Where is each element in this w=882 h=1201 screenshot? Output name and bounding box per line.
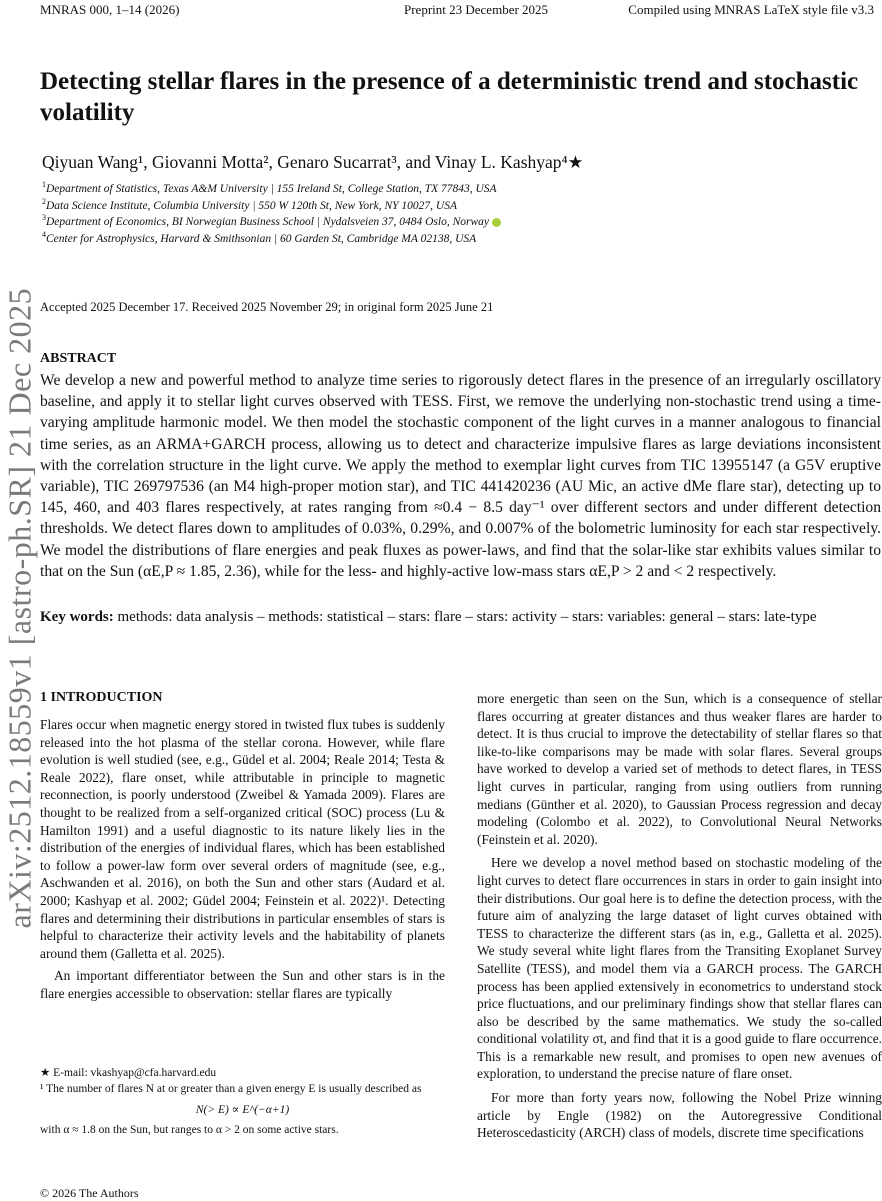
affiliation-text: Department of Statistics, Texas A&M University | 155 Ireland St, College Station, TX 77843, USA — [46, 182, 497, 195]
affiliation-text: Department of Economics, BI Norwegian Business School | Nydalsveien 37, 0484 Oslo, Norway — [46, 215, 489, 228]
author-list: Qiyuan Wang¹, Giovanni Motta², Genaro Sucarrat³, and Vinay L. Kashyap⁴★ — [42, 152, 584, 172]
orcid-icon[interactable] — [492, 218, 501, 227]
paragraph: Here we develop a novel method based on stochastic modeling of the light curves to detect flare occurrences in stars in order to gain insight into their distributions. Our goal here is to define the detection process, with the future aim of analyzing the large dataset of light curves obtained with TESS to characterize the different stars (as in, e.g., Galletta et al. 2025). We study several white light flares from the Transiting Exoplanet Survey Satellite (TESS), and model them via a GARCH process. The GARCH process has been applied extensively in econometrics to understand stock price fluctuations, and our preliminary findings show that stellar flares can also be described by the same mathematics. We study the so-called conditional volatility σt, and find that it is a good guide to flare occurrence. This is a remarkable new result, and promises to open new avenues of exploration, to understand the precise nature of flare onset. — [477, 855, 882, 1082]
arxiv-stamp: arXiv:2512.18559v1 [astro-ph.SR] 21 Dec 2025 — [1, 287, 38, 929]
journal-ref: MNRAS 000, 1–14 (2026) — [40, 2, 180, 17]
paper-title: Detecting stellar flares in the presence of a deterministic trend and stochastic volatility — [40, 68, 859, 126]
affiliation-4 — [42, 230, 476, 245]
copyright: © 2026 The Authors — [40, 1186, 139, 1200]
paragraph: more energetic than seen on the Sun, which is a consequence of stellar flares occurring at greater distances and thus weaker flares are harder to detect. It is thus crucial to improve the detectability of stellar flares so that like-to-like comparisons may be made with solar flares. Several groups have worked to develop a varied set of methods to detect flares, in TESS light curves in particular, ranging from using outliers from running medians (Günther et al. 2020), to Gaussian Process regression and decay modeling (Colombo et al. 2022), to Convolutional Neural Networks (Feinstein et al. 2020). — [477, 691, 882, 847]
paragraph: An important differentiator between the Sun and other stars is in the flare energies accessible to observation: stellar flares are typically — [40, 968, 445, 1001]
style-file-note: Compiled using MNRAS LaTeX style file v3.3 — [628, 2, 874, 17]
footnote-1-tail: with α ≈ 1.8 on the Sun, but ranges to α > 2 on some active stars. — [40, 1123, 339, 1136]
affiliation-3 — [42, 213, 501, 228]
footnote-1: ¹ The number of flares N at or greater than a given energy E is usually described as — [40, 1082, 422, 1095]
preprint-date: Preprint 23 December 2025 — [404, 2, 549, 17]
affiliation-2 — [42, 197, 457, 212]
paragraph: Flares occur when magnetic energy stored in twisted flux tubes is suddenly released into the hot plasma of the stellar corona. However, while flare evolution is well studied (see, e.g., Güdel et al. 2004; Reale 2014; Testa & Reale 2022), flare onset, while attributable in principle to magnetic reconnection, is poorly understood (Zweibel & Yamada 2009). Flares are thought to be realized from a self-organized critical (SOC) process (Lu & Hamilton 1991) and a useful diagnostic to its nature likely lies in the distribution of the energies of individual flares, which has been established to follow a power-law form over several orders of magnitude (see, e.g., Aschwanden et al. 2016), on both the Sun and other stars (Audard et al. 2000; Kashyap et al. 2002; Güdel 2004; Feinstein et al. 2022)¹. Detecting flares and determining their distributions in particular ensembles of stars is helpful to characterize their activity levels and the habitability of planets around them (Galletta et al. 2025). — [40, 717, 445, 961]
footnote-email: ★ E-mail: vkashyap@cfa.harvard.edu — [40, 1067, 217, 1079]
affiliation-text: Data Science Institute, Columbia University | 550 W 120th St, New York, NY 10027, USA — [46, 199, 457, 212]
affiliation-number: 2 — [42, 197, 46, 206]
footnote-equation: N(> E) ∝ E^(−α+1) — [195, 1104, 290, 1116]
submission-history: Accepted 2025 December 17. Received 2025 November 29; in original form 2025 June 21 — [40, 300, 494, 314]
affiliation-text: Center for Astrophysics, Harvard & Smithsonian | 60 Garden St, Cambridge MA 02138, USA — [46, 232, 477, 245]
keywords — [40, 609, 881, 626]
keywords-text: methods: data analysis – methods: statistical – stars: flare – stars: activity – stars: variables: general – stars: late-type — [117, 609, 817, 625]
affiliation-number: 3 — [42, 213, 46, 222]
section-heading-introduction: 1 INTRODUCTION — [40, 690, 163, 705]
paragraph: For more than forty years now, following the Nobel Prize winning article by Engle (1982) on the Autoregressive Conditional Heteroscedasticity (ARCH) class of models, discrete time specifications — [477, 1090, 882, 1141]
body-column-left — [40, 716, 445, 1003]
abstract-heading: ABSTRACT — [40, 351, 117, 366]
body-column-right — [477, 690, 882, 1142]
abstract-text: We develop a new and powerful method to analyze time series to rigorously detect flares in the presence of an irregularly oscillatory baseline, and apply it to stellar light curves observed with TESS. First, we remove the underlying non-stochastic trend using a time-varying amplitude harmonic model. We then model the stochastic component of the light curves in a manner analogous to financial time series, as an ARMA+GARCH process, allowing us to detect and characterize impulsive flares as large deviations inconsistent with the correlation structure in the light curve. We apply the method to exemplar light curves from TIC 13955147 (a G5V eruptive variable), TIC 269797536 (an M4 high-proper motion star), and TIC 441420236 (AU Mic, an active dMe flare star), detecting up to 145, 460, and 403 flares respectively, at rates ranging from ≈0.4 − 8.5 day⁻¹ over different sectors and under different detection thresholds. We detect flares down to amplitudes of 0.03%, 0.29%, and 0.007% of the bolometric luminosity for each star respectively. We model the distributions of flare energies and peak fluxes as power-laws, and find that the solar-like star exhibits values similar to that on the Sun (αE,P ≈ 1.85, 2.36), while for the less- and highly-active low-mass stars αE,P > 2 and < 2 respectively. — [40, 372, 881, 580]
keywords-label: Key words: — [40, 609, 114, 625]
affiliation-number: 1 — [42, 180, 46, 189]
affiliation-number: 4 — [42, 230, 46, 239]
footnotes — [40, 1066, 445, 1138]
affiliation-1 — [42, 180, 497, 195]
